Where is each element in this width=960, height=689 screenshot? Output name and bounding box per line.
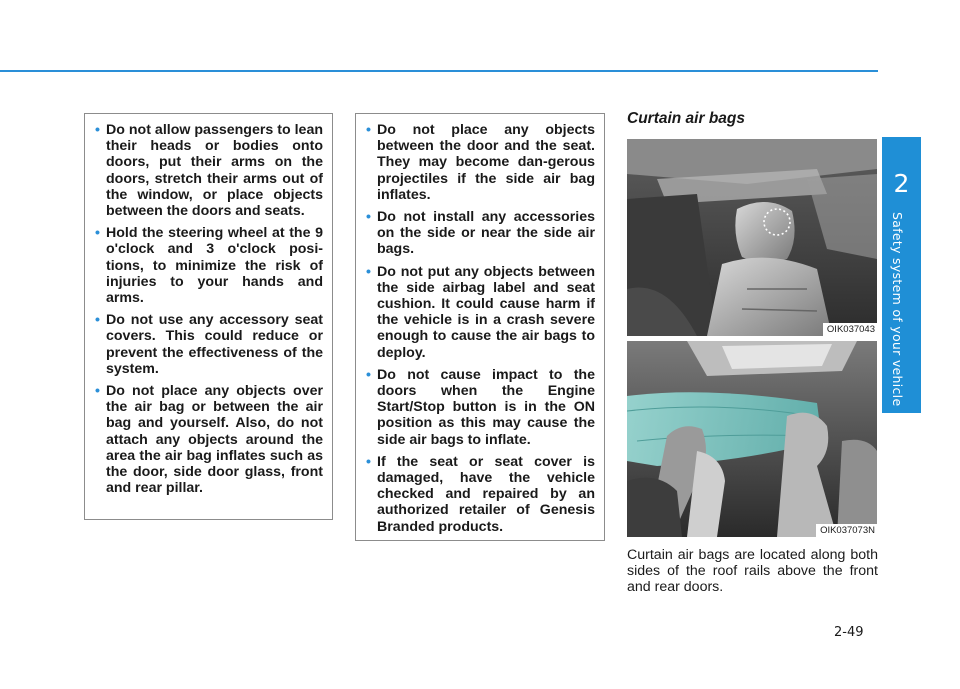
warning-item: • If the seat or seat cover is damaged, have the vehicle checked and repaired by an authorized retailer of Genesis Branded products. [377,454,595,535]
warning-item: • Do not cause impact to the doors when the Engine Start/Stop button is in the ON position as this may cause the side air bags to inflate. [377,367,595,448]
warning-list-left [106,122,323,496]
chapter-title: Safety system of your vehicle [890,212,905,407]
warning-item: • Do not install any accessories on the side or near the side air bags. [377,209,595,258]
warning-item: • Do not place any objects over the air bag or between the air bag and yourself. Also, do not attach any objects around the area the air bag inflates such as the door, side door glass, front and rear pillar. [106,383,323,496]
curtain-airbag-illustration [627,341,877,537]
warning-item: • Do not allow passengers to lean their heads or bodies onto doors, put their arms on the doors, stretch their arms out of the window, or place objects between the doors and seats. [106,122,323,219]
image-code: OIK037073N [816,524,877,537]
warning-item: • Do not use any accessory seat covers. This could reduce or prevent the effectiveness of the system. [106,312,323,377]
headrest-airbag-photo [627,139,877,336]
warning-item: • Hold the steering wheel at the 9 o'clock and 3 o'clock posi-tions, to minimize the risk of injuries to your hands and arms. [106,225,323,306]
header-rule [0,70,878,72]
warning-box-middle [355,113,605,541]
warning-item: • Do not put any objects between the side airbag label and seat cushion. It could cause harm if the vehicle is in a crash severe enough to cause the air bags to deploy. [377,264,595,361]
warning-box-left [84,113,333,520]
section-title: Curtain air bags [627,110,745,127]
image-code: OIK037043 [823,323,877,336]
warning-item: • Do not place any objects between the door and the seat. They may become dan-gerous projectiles if the side air bag inflates. [377,122,595,203]
warning-list-middle [377,122,595,535]
chapter-tab [882,137,921,413]
headrest-airbag-illustration [627,139,877,336]
curtain-description: Curtain air bags are located along both sides of the roof rails above the front and rear doors. [627,547,878,596]
curtain-airbag-photo [627,341,877,537]
chapter-number: 2 [893,169,910,198]
page-number: 2-49 [834,625,864,640]
